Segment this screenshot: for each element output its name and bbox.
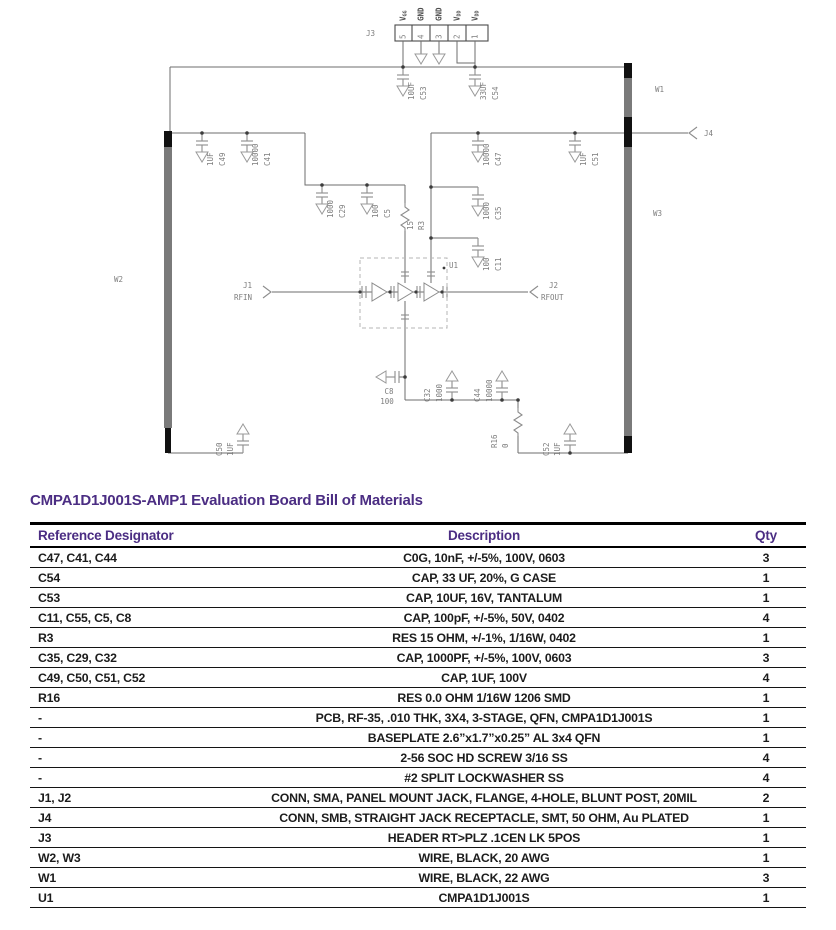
ref-designator-cell: J3 xyxy=(30,828,242,848)
c51-ref: C51 xyxy=(591,152,600,166)
ref-designator-cell: C35, C29, C32 xyxy=(30,648,242,668)
table-row xyxy=(30,788,806,808)
description-cell: 2-56 SOC HD SCREW 3/16 SS xyxy=(242,748,726,768)
ref-designator-cell: R3 xyxy=(30,628,242,648)
c41-ref: C41 xyxy=(263,152,272,166)
table-row xyxy=(30,768,806,788)
c5-value: 100 xyxy=(371,204,380,218)
c49-ref: C49 xyxy=(218,152,227,166)
j3-pin-label: VDD xyxy=(470,10,481,21)
c35-value: 1000 xyxy=(482,201,491,220)
ref-designator-cell: C11, C55, C5, C8 xyxy=(30,608,242,628)
table-row xyxy=(30,728,806,748)
qty-cell: 1 xyxy=(726,708,806,728)
table-row xyxy=(30,588,806,608)
bom-header-row xyxy=(30,524,806,548)
ref-designator-cell: U1 xyxy=(30,888,242,908)
c53-ref: C53 xyxy=(419,86,428,100)
col-header-description: Description xyxy=(242,524,726,548)
c49-value: 1UF xyxy=(206,152,215,166)
c47-ref: C47 xyxy=(494,152,503,166)
c54-value: 33UF xyxy=(479,81,488,100)
gnd-pin4 xyxy=(415,54,427,64)
qty-cell: 1 xyxy=(726,888,806,908)
r3-ref: R3 xyxy=(417,220,426,230)
ref-designator-cell: - xyxy=(30,748,242,768)
component-labels xyxy=(206,81,600,456)
c35-ref: C35 xyxy=(494,206,503,220)
table-row xyxy=(30,708,806,728)
qty-cell: 1 xyxy=(726,828,806,848)
ref-designator-cell: C54 xyxy=(30,568,242,588)
amp-stage-2 xyxy=(398,283,413,301)
description-cell: WIRE, BLACK, 20 AWG xyxy=(242,848,726,868)
j2-name: RFOUT xyxy=(541,293,564,302)
table-row xyxy=(30,888,806,908)
j3-pin-number: 1 xyxy=(470,34,480,39)
description-cell: CAP, 1000PF, +/-5%, 100V, 0603 xyxy=(242,648,726,668)
c52-value: 1UF xyxy=(553,442,562,456)
j3-pin-number: 2 xyxy=(452,34,462,39)
description-cell: CAP, 33 UF, 20%, G CASE xyxy=(242,568,726,588)
bom-section xyxy=(30,492,806,908)
description-cell: CONN, SMA, PANEL MOUNT JACK, FLANGE, 4-HOLE, BLUNT POST, 20MIL xyxy=(242,788,726,808)
ref-designator-cell: R16 xyxy=(30,688,242,708)
u1-label: U1 xyxy=(449,261,459,270)
j1-arrow xyxy=(263,286,271,298)
c51-value: 1UF xyxy=(579,152,588,166)
qty-cell: 2 xyxy=(726,788,806,808)
r16-resistor xyxy=(514,408,522,436)
description-cell: HEADER RT>PLZ .1CEN LK 5POS xyxy=(242,828,726,848)
table-row xyxy=(30,848,806,868)
table-row xyxy=(30,547,806,568)
amp-stage-1 xyxy=(372,283,387,301)
bom-table xyxy=(30,522,806,908)
c29-ref: C29 xyxy=(338,204,347,218)
j2-ref: J2 xyxy=(549,281,559,290)
table-row xyxy=(30,808,806,828)
c8-ref: C8 xyxy=(384,387,394,396)
qty-cell: 4 xyxy=(726,748,806,768)
c50-value: 1UF xyxy=(226,442,235,456)
ref-designator-cell: - xyxy=(30,728,242,748)
c8-value: 100 xyxy=(380,397,394,406)
table-row xyxy=(30,688,806,708)
description-cell: CMPA1D1J001S xyxy=(242,888,726,908)
description-cell: CAP, 10UF, 16V, TANTALUM xyxy=(242,588,726,608)
qty-cell: 3 xyxy=(726,648,806,668)
gnd-pin3 xyxy=(433,54,445,64)
c11-value: 100 xyxy=(482,257,491,271)
description-cell: CONN, SMB, STRAIGHT JACK RECEPTACLE, SMT, 50 OHM, Au PLATED xyxy=(242,808,726,828)
qty-cell: 1 xyxy=(726,848,806,868)
w2-label: W2 xyxy=(114,275,124,284)
table-row xyxy=(30,668,806,688)
table-row xyxy=(30,608,806,628)
w3-label: W3 xyxy=(653,209,663,218)
qty-cell: 1 xyxy=(726,688,806,708)
ref-designator-cell: W1 xyxy=(30,868,242,888)
description-cell: RES 0.0 OHM 1/16W 1206 SMD xyxy=(242,688,726,708)
c50-ref: C50 xyxy=(215,442,224,456)
j3-pin-number: 5 xyxy=(398,34,408,39)
table-row xyxy=(30,828,806,848)
c44-value: 10000 xyxy=(485,379,494,402)
j2-arrow xyxy=(530,286,538,298)
qty-cell: 1 xyxy=(726,728,806,748)
j3-pin-number: 4 xyxy=(416,34,426,39)
j4-arrow xyxy=(689,127,697,139)
j3-connector xyxy=(366,7,488,41)
qty-cell: 1 xyxy=(726,628,806,648)
qty-cell: 1 xyxy=(726,568,806,588)
description-cell: C0G, 10nF, +/-5%, 100V, 0603 xyxy=(242,547,726,568)
description-cell: RES 15 OHM, +/-1%, 1/16W, 0402 xyxy=(242,628,726,648)
amp-stage-3 xyxy=(424,283,439,301)
r16-value: 0 xyxy=(501,443,510,448)
j3-pin-label: GND xyxy=(416,7,426,21)
j3-pin-number: 3 xyxy=(434,34,444,39)
c44-ref: C44 xyxy=(473,388,482,402)
c29-value: 1000 xyxy=(326,199,335,218)
c11-ref: C11 xyxy=(494,257,503,271)
ref-designator-cell: C53 xyxy=(30,588,242,608)
table-row xyxy=(30,568,806,588)
table-row xyxy=(30,648,806,668)
j3-pin-label: VDD xyxy=(452,10,463,21)
description-cell: PCB, RF-35, .010 THK, 3X4, 3-STAGE, QFN, CMPA1D1J001S xyxy=(242,708,726,728)
qty-cell: 1 xyxy=(726,808,806,828)
description-cell: #2 SPLIT LOCKWASHER SS xyxy=(242,768,726,788)
col-header-reference-designator: Reference Designator xyxy=(30,524,242,548)
j3-pin-label: VGG xyxy=(398,10,409,21)
c32-ref: C32 xyxy=(423,388,432,402)
c41-value: 10000 xyxy=(251,143,260,166)
ref-designator-cell: J4 xyxy=(30,808,242,828)
ref-designator-cell: W2, W3 xyxy=(30,848,242,868)
qty-cell: 3 xyxy=(726,868,806,888)
c47-value: 10000 xyxy=(482,143,491,166)
qty-cell: 4 xyxy=(726,608,806,628)
ref-designator-cell: J1, J2 xyxy=(30,788,242,808)
j1-name: RFIN xyxy=(234,293,253,302)
c32-value: 1000 xyxy=(435,383,444,402)
ref-designator-cell: - xyxy=(30,768,242,788)
w1-label: W1 xyxy=(655,85,665,94)
r3-value: 15 xyxy=(406,220,415,230)
net-labels xyxy=(114,85,714,302)
c52-ref: C52 xyxy=(542,442,551,456)
description-cell: CAP, 1UF, 100V xyxy=(242,668,726,688)
col-header-qty: Qty xyxy=(726,524,806,548)
page-title: CMPA1D1J001S-AMP1 Evaluation Board Bill of Materials xyxy=(30,492,423,509)
j3-pin-label: GND xyxy=(434,7,444,21)
qty-cell: 3 xyxy=(726,547,806,568)
qty-cell: 1 xyxy=(726,588,806,608)
table-row xyxy=(30,748,806,768)
qty-cell: 4 xyxy=(726,768,806,788)
c5-ref: C5 xyxy=(383,208,392,218)
table-row xyxy=(30,628,806,648)
ref-designator-cell: C47, C41, C44 xyxy=(30,547,242,568)
qty-cell: 4 xyxy=(726,668,806,688)
c53-value: 10UF xyxy=(407,81,416,100)
j3-label: J3 xyxy=(366,29,376,38)
description-cell: WIRE, BLACK, 22 AWG xyxy=(242,868,726,888)
c8-capacitor xyxy=(376,371,405,383)
ref-designator-cell: - xyxy=(30,708,242,728)
j4-label: J4 xyxy=(704,129,714,138)
ref-designator-cell: C49, C50, C51, C52 xyxy=(30,668,242,688)
c54-ref: C54 xyxy=(491,86,500,100)
j1-ref: J1 xyxy=(243,281,253,290)
description-cell: CAP, 100pF, +/-5%, 50V, 0402 xyxy=(242,608,726,628)
table-row xyxy=(30,868,806,888)
description-cell: BASEPLATE 2.6”x1.7”x0.25” AL 3x4 QFN xyxy=(242,728,726,748)
r16-ref: R16 xyxy=(490,434,499,448)
